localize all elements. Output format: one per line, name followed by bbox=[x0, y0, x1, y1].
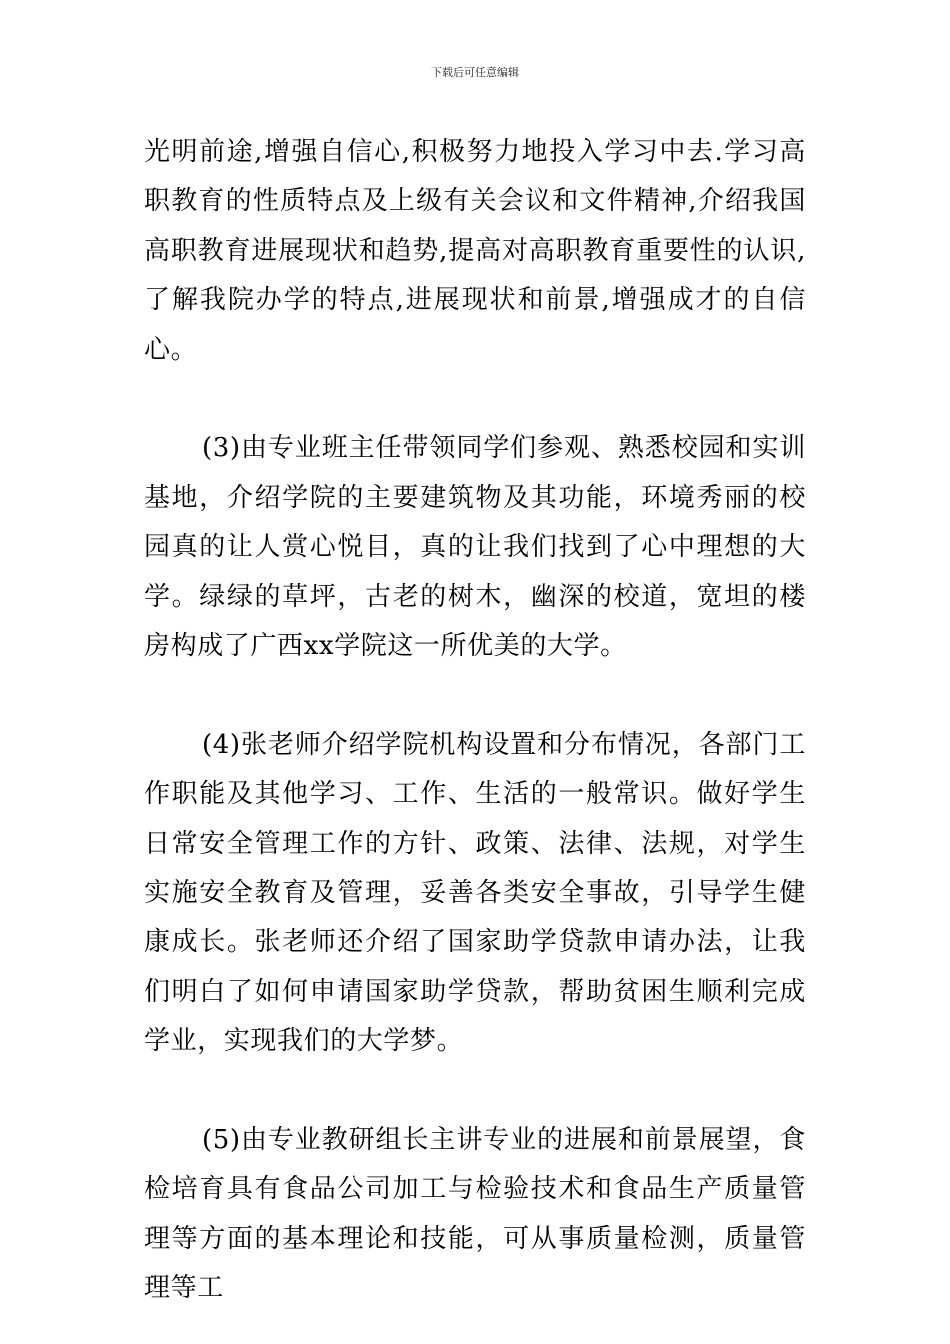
paragraph-item-4: (4)张老师介绍学院机构设置和分布情况，各部门工作职能及其他学习、工作、生活的一般常识。做好学生日常安全管理工作的方针、政策、法律、法规，对学生实施安全教育及管理，妥善各类安全事故，引导学生健康成长。张老师还介绍了国家助学贷款申请办法，让我们明白了如何申请国家助学贷款，帮助贫困生顺利完成学业，实现我们的大学梦。 bbox=[144, 729, 806, 1057]
paragraph-item-3: (3)由专业班主任带领同学们参观、熟悉校园和实训基地，介绍学院的主要建筑物及其功能，环境秀丽的校园真的让人赏心悦目，真的让我们找到了心中理想的大学。绿绿的草坪，古老的树木，幽深的校道，宽坦的楼房构成了广西xx学院这一所优美的大学。 bbox=[144, 433, 806, 662]
document-body bbox=[144, 128, 806, 1314]
page-header: 下载后可任意编辑 bbox=[431, 66, 519, 79]
paragraph-continuation: 光明前途,增强自信心,积极努力地投入学习中去.学习高职教育的性质特点及上级有关会议和文件精神,介绍我国高职教育进展现状和趋势,提高对高职教育重要性的认识,了解我院办学的特点,进展现状和前景,增强成才的自信心。 bbox=[144, 137, 806, 365]
paragraph-item-5: (5)由专业教研组长主讲专业的进展和前景展望，食检培育具有食品公司加工与检验技术和食品生产质量管理等方面的基本理论和技能，可从事质量检测，质量管理等工 bbox=[144, 1125, 806, 1304]
